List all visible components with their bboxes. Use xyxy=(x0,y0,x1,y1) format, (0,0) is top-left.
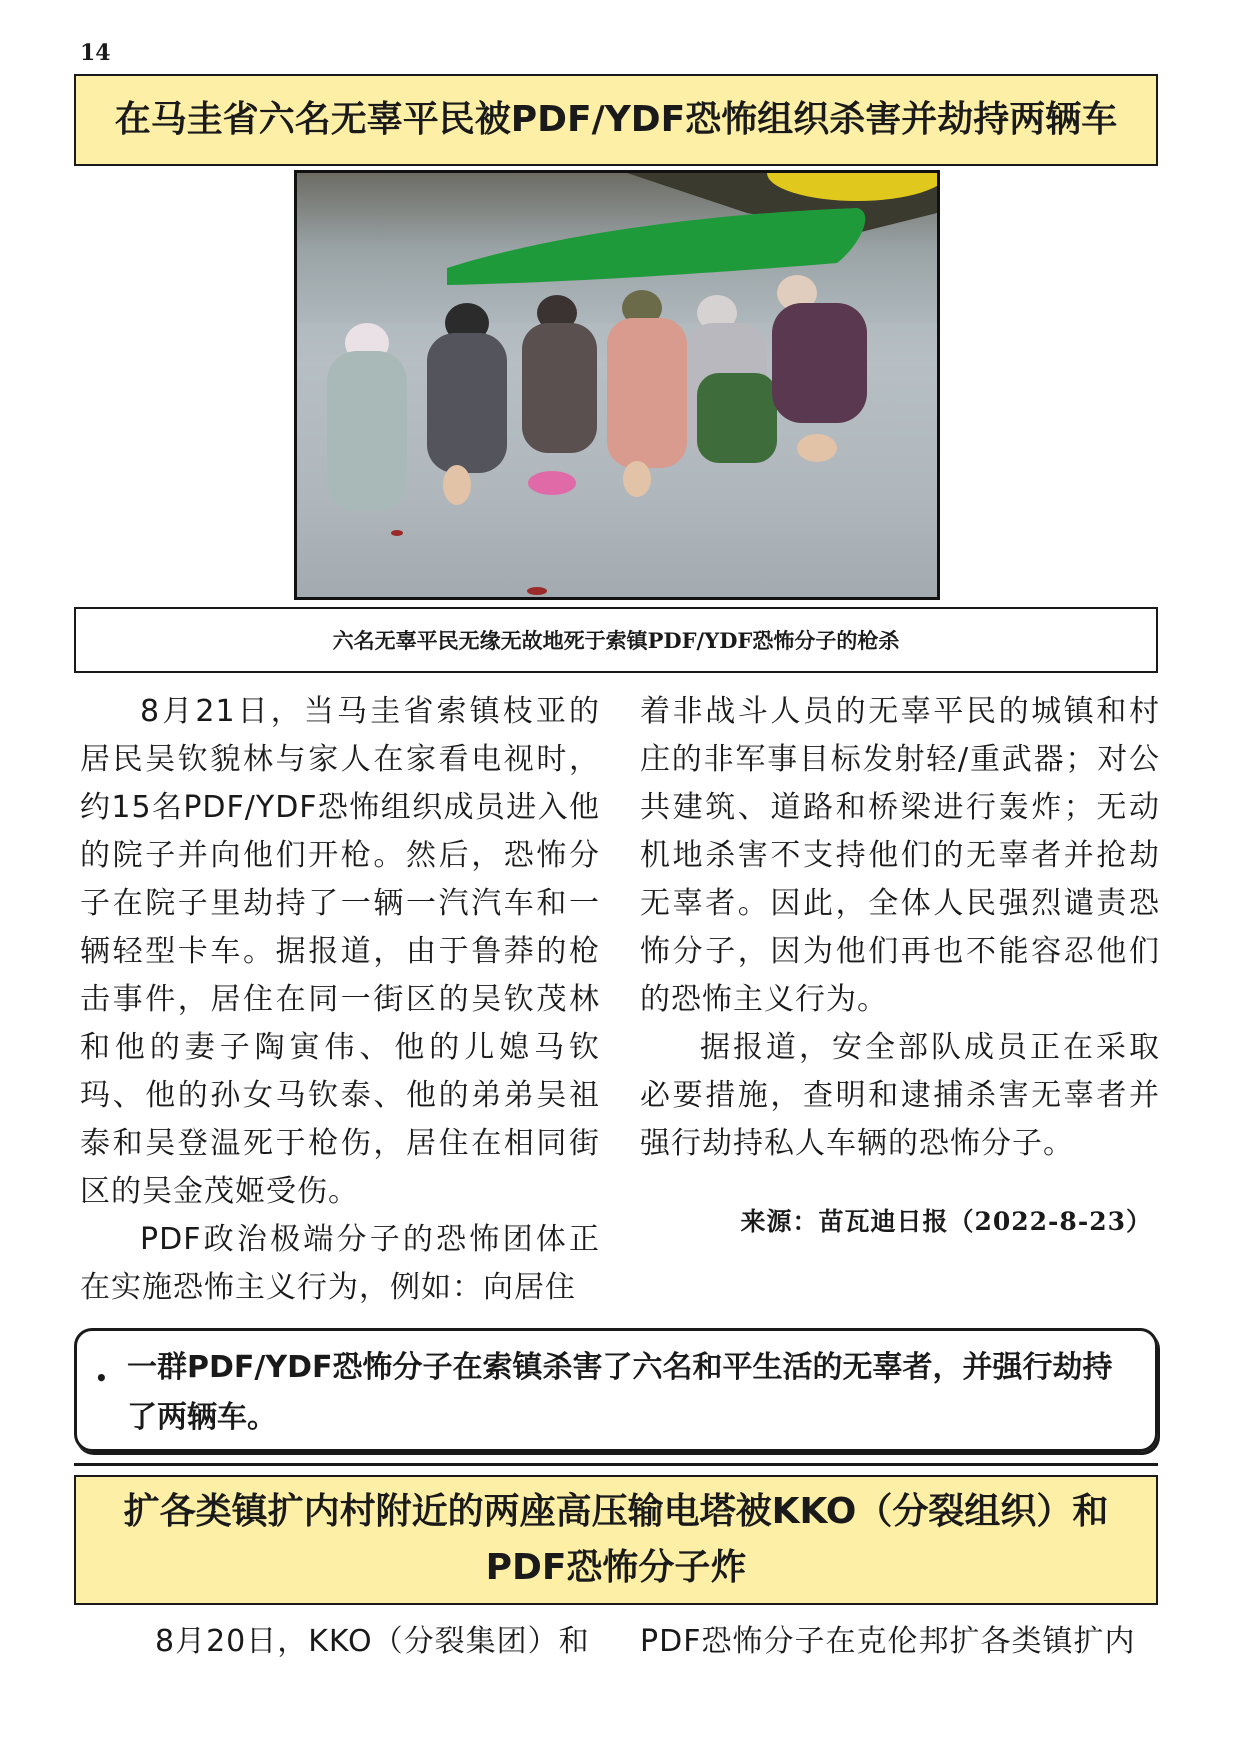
summary-box xyxy=(74,1328,1158,1452)
paragraph: 8月20日，KKO（分裂集团）和 xyxy=(155,1624,590,1659)
article-right-column xyxy=(640,688,1160,1246)
paragraph: 8月21日，当马圭省索镇枝亚的居民吴钦貌林与家人在家看电视时，约15名PDF/YDF恐怖组织成员进入他的院子并向他们开枪。然后，恐怖分子在院子里劫持了一辆一汽汽车和一辆轻型卡车。据报道，由于鲁莽的枪击事件，居住在同一街区的吴钦茂林和他的妻子陶寅伟、他的儿媳马钦玛、他的孙女马钦泰、他的弟弟吴祖泰和吴登温死于枪伤，居住在相同街区的吴金茂姬受伤。 xyxy=(80,694,600,1209)
page-number: 14 xyxy=(80,40,111,66)
source-line: 来源：苗瓦迪日报（2022-8-23） xyxy=(740,1207,1152,1236)
article-left-column xyxy=(80,688,600,1312)
summary-text: 一群PDF/YDF恐怖分子在索镇杀害了六名和平生活的无辜者，并强行劫持了两辆车。 xyxy=(127,1350,1113,1435)
article-title: 在马圭省六名无辜平民被PDF/YDF恐怖组织杀害并劫持两辆车 xyxy=(74,74,1158,166)
article2-right-column xyxy=(640,1618,1160,1666)
article-title: 扩各类镇扩内村附近的两座高压输电塔被KKO（分裂组织）和PDF恐怖分子炸 xyxy=(74,1475,1158,1605)
paragraph: 据报道，安全部队成员正在采取必要措施，查明和逮捕杀害无辜者并强行劫持私人车辆的恐怖分子。 xyxy=(640,1030,1160,1161)
paragraph: PDF恐怖分子在克伦邦扩各类镇扩内 xyxy=(640,1624,1136,1659)
section-divider xyxy=(74,1463,1158,1466)
paragraph: PDF政治极端分子的恐怖团体正在实施恐怖主义行为，例如：向居住 xyxy=(80,1222,600,1305)
news-photo xyxy=(294,170,940,600)
paragraph: 着非战斗人员的无辜平民的城镇和村庄的非军事目标发射轻/重武器；对公共建筑、道路和桥梁进行轰炸；无动机地杀害不支持他们的无辜者并抢劫无辜者。因此，全体人民强烈谴责恐怖分子，因为他们再也不能容忍他们的恐怖主义行为。 xyxy=(640,694,1160,1017)
article2-left-column xyxy=(80,1618,600,1666)
photo-caption: 六名无辜平民无缘无故地死于索镇PDF/YDF恐怖分子的枪杀 xyxy=(74,607,1158,673)
bullet-icon: • xyxy=(95,1366,108,1390)
